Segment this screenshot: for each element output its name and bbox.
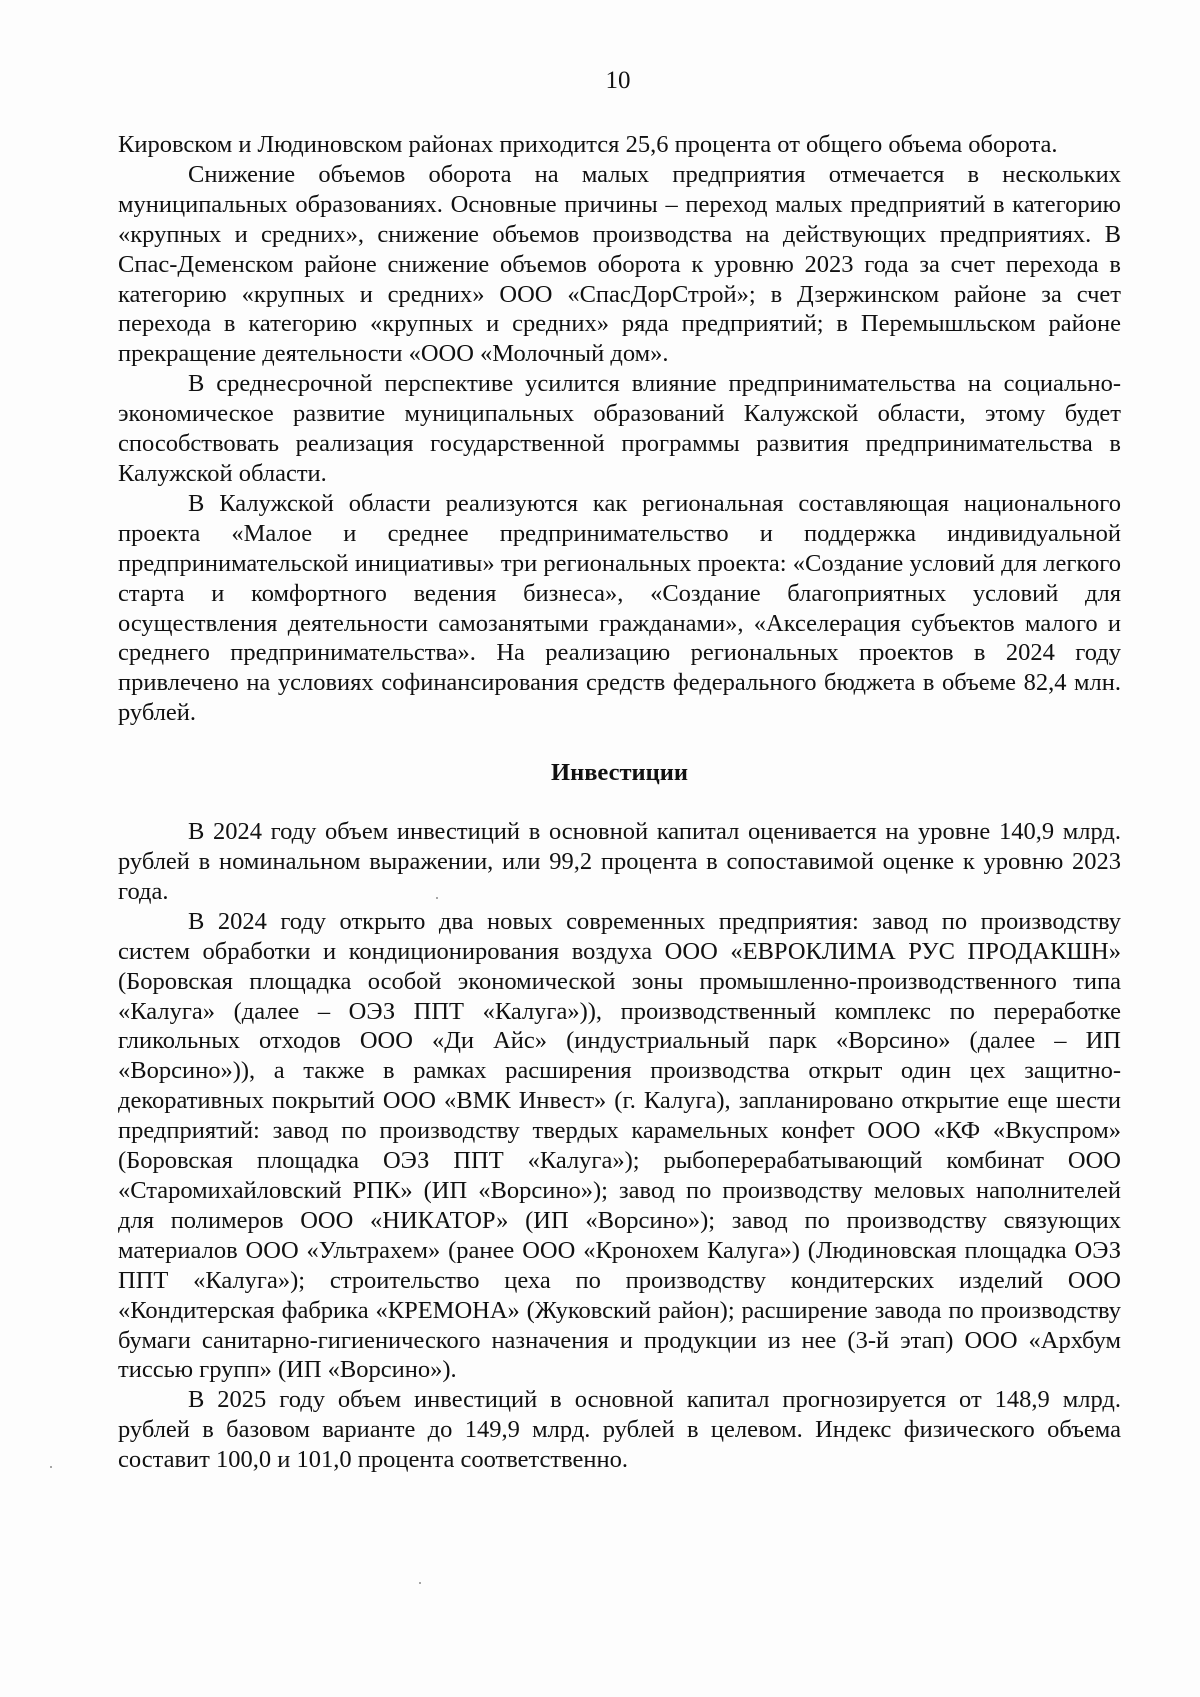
paragraph-investment-2024: В 2024 году объем инвестиций в основной капитал оценивается на уровне 140,9 млрд. рублей в номинальном выражении, или 99,2 процента в сопоставимой оценке к уровню 2023 года.	[118, 818, 1121, 905]
page-number: 10	[605, 67, 631, 94]
scan-speck	[50, 1466, 52, 1468]
document-body	[118, 130, 1121, 1475]
scan-speck	[419, 1582, 421, 1584]
scan-speck	[436, 897, 438, 899]
paragraph-medium-term-outlook: В среднесрочной перспективе усилится влияние предпринимательства на социально-экономическое развитие муниципальных образований Калужской области, этому будет способствовать реализация государственной программы развития предпринимательства в Калужской области.	[118, 370, 1121, 487]
paragraph-new-enterprises: В 2024 году открыто два новых современных предприятия: завод по производству систем обработки и кондиционирования воздуха ООО «ЕВРОКЛИМА РУС ПРОДАКШН» (Боровская площадка особой экономической зоны промышленно-производственного типа «Калуга» (далее – ОЭЗ ППТ «Калуга»)), производственный комплекс по переработке гликольных отходов ООО «Ди Айс» (индустриальный парк «Ворсино» (далее – ИП «Ворсино»)), а также в рамках расширения производства открыт один цех защитно-декоративных покрытий ООО «ВМК Инвест» (г. Калуга), запланировано открытие еще шести предприятий: завод по производству твердых карамельных конфет ООО «КФ «Вкуспром» (Боровская площадка ОЭЗ ППТ «Калуга»); рыбоперерабатывающий комбинат ООО «Старомихайловский РПК» (ИП «Ворсино»); завод по производству меловых наполнителей для полимеров ООО «НИКАТОР» (ИП «Ворсино»); завод по производству связующих материалов ООО «Ультрахем» (ранее ООО «Кронохем Калуга») (Людиновская площадка ОЭЗ ППТ «Калуга»); строительство цеха по производству кондитерских изделий ООО «Кондитерская фабрика «КРЕМОНА» (Жуковский район); расширение завода по производству бумаги санитарно-гигиенического назначения и продукции из нее (3-й этап) ООО «Архбум тиссью групп» (ИП «Ворсино»).	[118, 907, 1121, 1384]
paragraph-regional-projects: В Калужской области реализуются как региональная составляющая национального проекта «Малое и среднее предпринимательство и поддержка индивидуальной предпринимательской инициативы» три региональных проекта: «Создание условий для легкого старта и комфортного ведения бизнеса», «Создание благоприятных условий для осуществления деятельности самозанятыми гражданами», «Акселерация субъектов малого и среднего предпринимательства». На реализацию региональных проектов в 2024 году привлечено на условиях софинансирования средств федерального бюджета в объеме 82,4 млн. рублей.	[118, 489, 1121, 727]
paragraph-investment-forecast-2025: В 2025 году объем инвестиций в основной капитал прогнозируется от 148,9 млрд. рублей в базовом варианте до 149,9 млрд. рублей в целевом. Индекс физического объема составит 100,0 и 101,0 процента соответственно.	[118, 1386, 1121, 1474]
paragraph-turnover-decline: Снижение объемов оборота на малых предприятия отмечается в нескольких муниципальных образованиях. Основные причины – переход малых предприятий в категорию «крупных и средних», снижение объемов производства на действующих предприятиях. В Спас-Деменском районе снижение объемов оборота к уровню 2023 года за счет перехода в категорию «крупных и средних» ООО «СпасДорСтрой»; в Дзержинском районе за счет перехода в категорию «крупных и средних» ряда предприятий; в Перемышльском районе прекращение деятельности «ООО «Молочный дом».	[118, 160, 1121, 368]
section-heading-investments: Инвестиции	[551, 759, 688, 787]
paragraph-continued: Кировском и Людиновском районах приходится 25,6 процента от общего объема оборота.	[118, 131, 1058, 158]
